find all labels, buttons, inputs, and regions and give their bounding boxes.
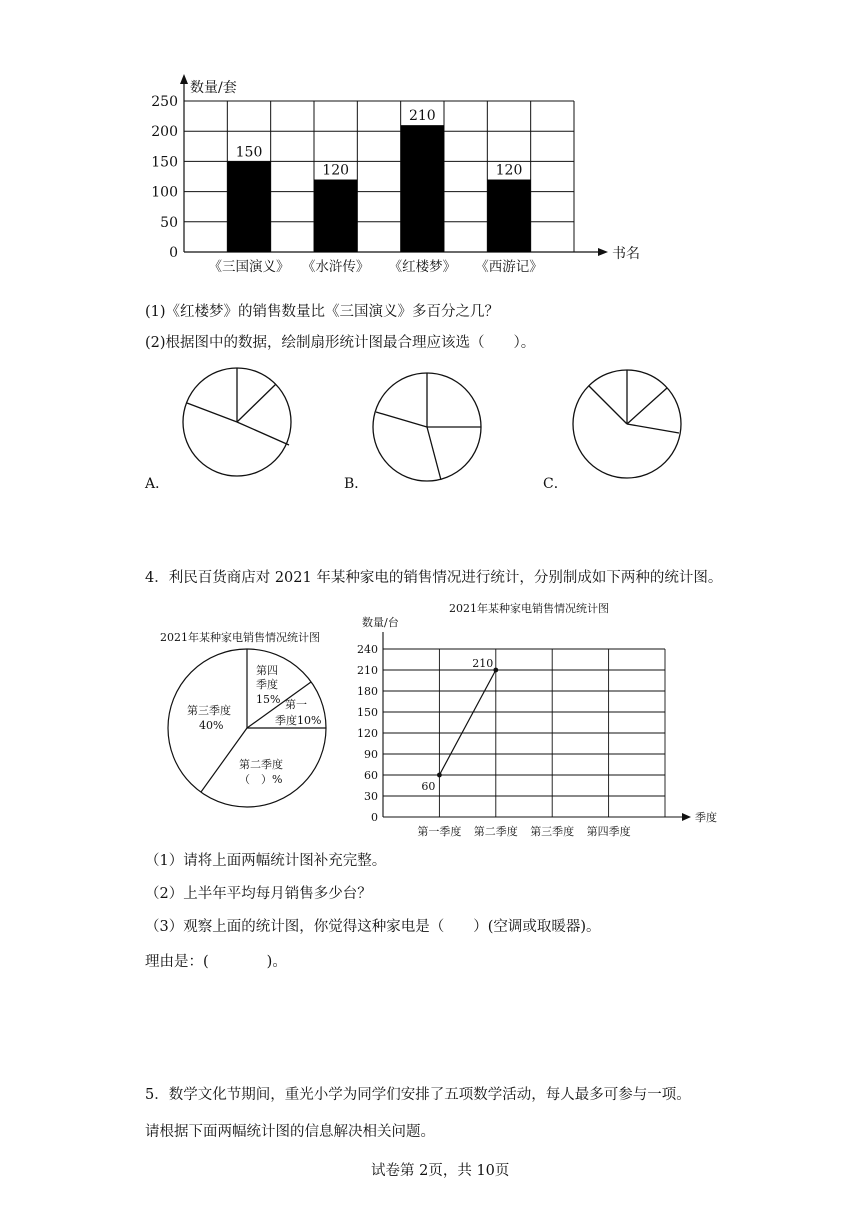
bar-category-label: 《三国演义》: [208, 259, 290, 275]
line-ytick-label: 0: [371, 811, 378, 824]
pie-option-c[interactable]: [573, 370, 681, 478]
option-a-label: A．: [145, 476, 170, 492]
q4-pie-title: 2021年某种家电销售情况统计图: [160, 631, 320, 644]
line-xlabel: 季度: [695, 811, 717, 824]
line-category-label: 第三季度: [530, 825, 575, 838]
bar-category-label: 《红楼梦》: [388, 259, 457, 275]
q4-line-chart: [340, 610, 730, 840]
pie-q3-l1: 第三季度: [187, 704, 231, 717]
line-point: [493, 668, 498, 673]
bar-chart: [150, 70, 650, 280]
line-ytick-label: 90: [364, 748, 378, 761]
bar-value-label: 150: [235, 144, 263, 161]
line-category-label: 第二季度: [473, 825, 518, 838]
pie-option-b[interactable]: [373, 373, 481, 481]
bar: [227, 161, 270, 252]
pie-q4-l1: 第四: [256, 664, 278, 677]
bar-ytick-label: 100: [151, 184, 178, 201]
line-point-label: 60: [421, 780, 436, 793]
bar: [314, 180, 357, 252]
bar-ytick-label: 50: [160, 214, 178, 231]
bar-ytick-label: 0: [169, 245, 178, 261]
bar: [401, 125, 444, 252]
pie-q4-l2: 季度: [256, 678, 278, 691]
bar-ytick-label: 200: [151, 124, 178, 141]
line-ytick-label: 120: [357, 727, 378, 740]
q4-sub2: （2）上半年平均每月销售多少台？: [145, 886, 372, 902]
pie-q2-l1: 第二季度: [239, 758, 283, 771]
line-point: [437, 773, 442, 778]
pie-q3-l2: 40%: [199, 719, 224, 732]
q4-stem: 4．利民百货商店对 2021 年某种家电的销售情况进行统计，分别制成如下两种的统计图。: [145, 570, 723, 586]
line-ytick-label: 210: [357, 664, 378, 677]
page-footer: 试卷第 2页，共 10页: [371, 1163, 510, 1179]
q4-reason: 理由是：( )。: [145, 954, 287, 970]
bar-category-label: 《水浒传》: [301, 259, 370, 275]
bar-category-label: 《西游记》: [475, 259, 543, 275]
line-ytick-label: 30: [364, 790, 378, 803]
bar-value-label: 120: [322, 162, 350, 179]
line-category-label: 第一季度: [417, 825, 462, 838]
line-ylabel: 数量/台: [362, 616, 399, 629]
pie-q1-l1: 第一: [285, 698, 307, 711]
line-ytick-label: 240: [357, 643, 378, 656]
pie-q4-l3: 15%: [256, 693, 281, 706]
q3-sub2: (2)根据图中的数据，绘制扇形统计图最合理应该选（ ）。: [145, 335, 536, 351]
q5-line2: 请根据下面两幅统计图的信息解决相关问题。: [145, 1124, 435, 1140]
bar-xlabel: 书名: [612, 246, 640, 262]
bar-ytick-label: 250: [151, 94, 178, 110]
line-ytick-label: 180: [357, 685, 378, 698]
bar-value-label: 120: [495, 162, 523, 179]
line-series: [439, 670, 495, 775]
bar-ytick-label: 150: [151, 154, 178, 171]
line-ytick-label: 60: [364, 769, 378, 782]
q5-line1: 5．数学文化节期间，重光小学为同学们安排了五项数学活动，每人最多可参与一项。: [145, 1087, 691, 1103]
q4-pie-chart: [160, 640, 340, 820]
q4-sub1: （1）请将上面两幅统计图补充完整。: [145, 853, 387, 869]
pie-option-a[interactable]: [183, 368, 291, 476]
line-ytick-label: 150: [357, 706, 378, 719]
pie-q1-l2: 季度10%: [275, 714, 322, 727]
option-b-label: B．: [344, 476, 369, 492]
bar-ylabel: 数量/套: [190, 80, 237, 96]
q4-sub3: （3）观察上面的统计图，你觉得这种家电是（ ）(空调或取暖器)。: [145, 919, 601, 935]
line-point-label: 210: [472, 657, 494, 670]
option-c-label: C．: [543, 476, 568, 492]
bar: [487, 180, 530, 252]
bar-value-label: 210: [408, 108, 436, 125]
q4-line-title: 2021年某种家电销售情况统计图: [449, 602, 609, 615]
pie-options: [140, 360, 740, 490]
line-category-label: 第四季度: [586, 825, 631, 838]
q3-sub1: (1)《红楼梦》的销售数量比《三国演义》多百分之几？: [145, 304, 500, 320]
pie-q2-l2: （ ）%: [239, 773, 283, 786]
